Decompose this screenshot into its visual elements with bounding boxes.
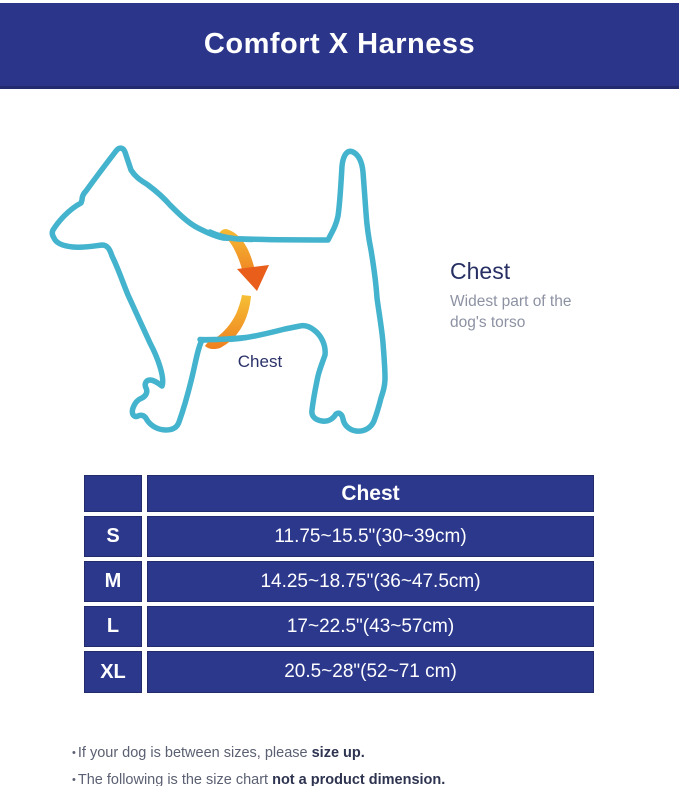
chest-callout — [450, 258, 610, 333]
chest-band-label: Chest — [237, 352, 283, 371]
footnotes — [72, 740, 632, 786]
callout-description: Widest part of the dog's torso — [450, 293, 572, 331]
dog-belly-line-overlay — [200, 338, 246, 340]
callout-heading: Chest — [450, 258, 511, 284]
note-text: The following is the size chart — [77, 772, 273, 786]
page-header — [0, 3, 679, 89]
bullet-icon: • — [72, 774, 76, 786]
chest-range: 20.5~28"(52~71 cm) — [147, 651, 594, 693]
bullet-icon: • — [72, 747, 76, 759]
note-text: If your dog is between sizes, please — [77, 745, 312, 761]
table-chest-header: Chest — [147, 475, 594, 512]
chest-range: 11.75~15.5"(30~39cm) — [147, 516, 594, 557]
note-emphasis: not a product dimension — [272, 772, 442, 786]
table-corner-cell — [84, 475, 142, 512]
table-row — [84, 651, 594, 693]
note-not-product-dimension — [72, 767, 632, 786]
chest-range: 14.25~18.75"(36~47.5cm) — [147, 561, 594, 602]
note-size-up — [72, 740, 632, 767]
size-label: L — [84, 606, 142, 647]
dog-measurement-diagram — [38, 128, 443, 458]
size-label: S — [84, 516, 142, 557]
size-table — [84, 475, 594, 693]
size-label: XL — [84, 651, 142, 693]
note-suffix: . — [441, 772, 446, 786]
note-suffix: . — [360, 745, 365, 761]
note-emphasis: size up — [311, 745, 361, 761]
dog-outline — [52, 148, 385, 431]
chest-range: 17~22.5"(43~57cm) — [147, 606, 594, 647]
table-row — [84, 516, 594, 557]
page-title: Comfort X Harness — [203, 28, 476, 60]
size-label: M — [84, 561, 142, 602]
table-row — [84, 561, 594, 602]
table-row — [84, 606, 594, 647]
table-header-row — [84, 475, 594, 512]
